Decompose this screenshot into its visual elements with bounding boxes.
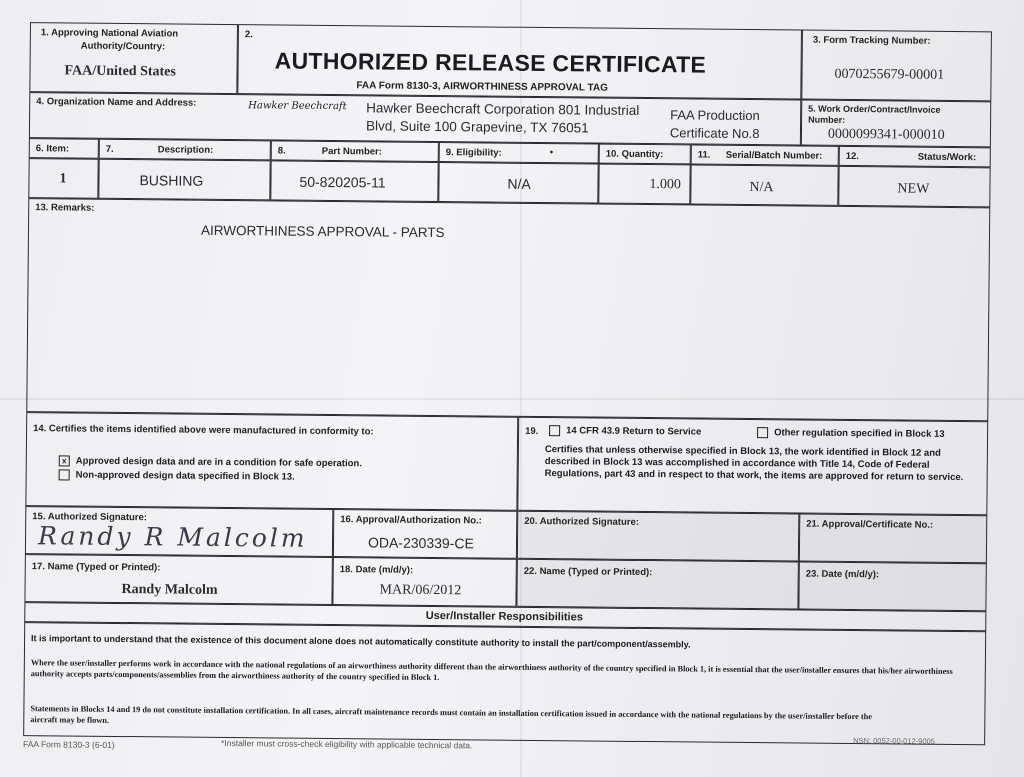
serial-value: N/A	[749, 180, 774, 196]
responsibilities-para-1: It is important to understand that the existence of this document alone does not automatically constitute authority to install the part/component/assembly.	[31, 633, 691, 650]
serial-header	[691, 144, 839, 165]
block-5-label: 5. Work Order/Contract/Invoice	[808, 103, 941, 115]
return-to-service-label: 14 CFR 43.9 Return to Service	[566, 425, 702, 438]
other-regulation-option[interactable]	[757, 427, 945, 440]
checkbox-icon[interactable]	[59, 469, 70, 480]
serial-number-number: 11.	[697, 149, 711, 161]
block-15-label: 15. Authorized Signature:	[32, 511, 148, 524]
part-number-header-label: Part Number:	[321, 145, 383, 158]
approval-date: MAR/06/2012	[379, 582, 462, 599]
nsn-number: NSN: 0052-00-012-9005	[853, 736, 935, 746]
block-14-label: 14. Certifies the items identified above were manufactured in conformity to:	[33, 423, 374, 438]
block-15	[25, 506, 333, 557]
hawker-beechcraft-logo: Hawker Beechcraft	[248, 100, 347, 113]
block-14	[25, 412, 518, 511]
block-2	[237, 24, 802, 99]
part-number-cell	[270, 160, 438, 202]
org-address-line-1: Hawker Beechcraft Corporation 801 Industrial	[366, 100, 640, 118]
block-4	[29, 92, 801, 145]
block-18-label: 18. Date (m/d/y):	[339, 564, 414, 576]
block-22	[516, 559, 798, 610]
checkbox-icon[interactable]	[549, 425, 560, 436]
block-18	[332, 557, 516, 607]
conformity-option-non-approved[interactable]	[59, 469, 295, 482]
description-header	[99, 139, 271, 161]
responsibilities-title: User/Installer Responsibilities	[425, 609, 583, 624]
form-tracking-number: 0070255679-00001	[834, 66, 945, 83]
block-19	[517, 417, 988, 516]
approving-authority: FAA/United States	[64, 63, 176, 80]
form-id: FAA Form 8130-3 (6-01)	[23, 739, 115, 750]
block-4-label: 4. Organization Name and Address:	[36, 96, 197, 109]
block-17-label: 17. Name (Typed or Printed):	[31, 561, 161, 574]
serial-header-label: Serial/Batch Number:	[725, 149, 823, 162]
block-5	[801, 100, 991, 148]
responsibilities-para-2: Where the user/installer performs work in accordance with the national regulations of an airworthiness authority different than the airworthiness authority of the country specified in Block 1, it is essential that the user/installer ensures that his/her airworthiness authority accepts parts/components/assemblies from the airworthiness authority of the country specified in Block 1.	[30, 658, 953, 683]
part-number-value: 50-820205-11	[299, 173, 386, 191]
block-2-label: 2.	[244, 29, 253, 41]
block-13	[26, 198, 990, 421]
printed-name: Randy Malcolm	[121, 582, 218, 598]
authorized-signature: Randy R Malcolm	[37, 521, 308, 553]
form-8130-3	[13, 22, 1000, 751]
quantity-value: 1.000	[649, 177, 682, 193]
block-1-label: 1. Approving National Aviation	[40, 27, 179, 40]
responsibilities-para-3: Statements in Blocks 14 and 19 do not constitute installation certification. In all cases, aircraft maintenance records must contain an installation certification issued in accordance with the national regulations by the user/installer before the aircraft may be flown.	[30, 704, 872, 725]
block-3	[801, 30, 992, 102]
approval-number: ODA-230339-CE	[367, 534, 474, 552]
description-number: 7.	[105, 143, 114, 155]
checkbox-checked-icon[interactable]: x	[59, 455, 70, 466]
part-number-number: 8.	[277, 145, 286, 157]
block-22-label: 22. Name (Typed or Printed):	[523, 565, 653, 579]
description-cell	[98, 159, 270, 201]
conformity-option-approved[interactable]	[59, 455, 362, 469]
checkbox-icon[interactable]	[757, 427, 768, 438]
option-approved-label: Approved design data and are in a condition for safe operation.	[75, 455, 362, 470]
block-19-label: 19.	[525, 425, 539, 437]
eligibility-bullet: •	[549, 147, 554, 159]
other-regulation-label: Other regulation specified in Block 13	[774, 427, 945, 440]
block-21	[799, 514, 987, 564]
block-20	[517, 511, 799, 562]
installer-note: *Installer must cross-check eligibility with applicable technical data.	[221, 737, 473, 751]
block-23	[798, 562, 986, 612]
block-21-label: 21. Approval/Certificate No.:	[806, 518, 934, 531]
form-title: AUTHORIZED RELEASE CERTIFICATE	[274, 47, 707, 78]
block-20-label: 20. Authorized Signature:	[524, 515, 639, 528]
remarks-value: AIRWORTHINESS APPROVAL - PARTS	[200, 222, 445, 241]
item-value: 1	[59, 171, 67, 187]
eligibility-value: N/A	[507, 175, 531, 192]
production-certificate-line-1: FAA Production	[670, 107, 760, 124]
responsibilities-body	[23, 622, 986, 745]
eligibility-cell	[438, 162, 598, 204]
production-certificate-line-2: Certificate No.8	[669, 125, 760, 142]
quantity-header	[599, 144, 691, 165]
return-to-service-option[interactable]	[549, 425, 701, 437]
eligibility-header-label: 9. Eligibility:	[445, 147, 502, 159]
block-19-statement: Certifies that unless otherwise specified in Block 13, the work identified in Block 12 and described in Block 13 was accomplished in accordance with Title 14, Code of Federal Regulations, part 43 and in respect to that work, the items are approved for return to service.	[544, 444, 964, 484]
serial-cell	[690, 164, 838, 205]
option-non-approved-label: Non-approved design data specified in Block 13.	[75, 469, 295, 483]
block-17	[24, 554, 332, 605]
quantity-cell	[598, 164, 690, 205]
block-5-label-2: Number:	[808, 114, 846, 125]
org-address-line-2: Blvd, Suite 100 Grapevine, TX 76051	[365, 118, 589, 136]
quantity-header-label: 10. Quantity:	[605, 148, 664, 161]
block-3-label: 3. Form Tracking Number:	[812, 34, 931, 47]
block-1-label-2: Authority/Country:	[80, 40, 166, 53]
status-cell	[838, 166, 990, 207]
item-cell	[28, 158, 98, 199]
block-23-label: 23. Date (m/d/y):	[805, 568, 880, 581]
status-header	[839, 146, 991, 167]
description-value: BUSHING	[139, 172, 204, 189]
item-header	[29, 138, 99, 159]
block-13-label: 13. Remarks:	[35, 202, 95, 214]
form-subtitle: FAA Form 8130-3, AIRWORTHINESS APPROVAL TAG	[356, 80, 608, 94]
block-16-label: 16. Approval/Authorization No.:	[340, 514, 482, 527]
eligibility-header	[439, 142, 599, 164]
status-number: 12.	[845, 150, 860, 163]
block-1	[29, 22, 238, 94]
part-number-header	[271, 140, 439, 162]
block-16	[333, 509, 517, 559]
item-header-label: 6. Item:	[35, 143, 70, 155]
status-header-label: Status/Work:	[917, 151, 977, 164]
work-order-number: 0000099341-000010	[827, 126, 945, 143]
description-header-label: Description:	[157, 144, 214, 156]
status-value: NEW	[897, 181, 930, 197]
